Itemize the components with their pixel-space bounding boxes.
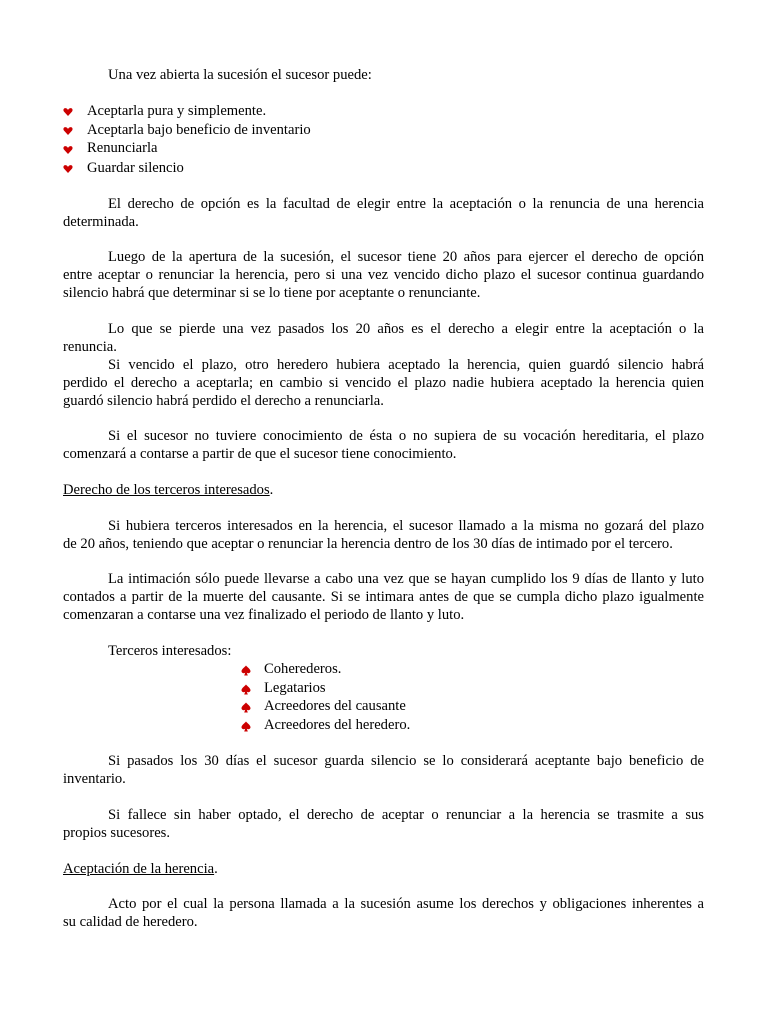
paragraph-line: Si hubiera terceros interesados en la herencia, el sucesor llamado a la misma no gozará del plazo (108, 518, 704, 534)
paragraph-line: Acto por el cual la persona llamada a la sucesión asume los derechos y obligaciones inherentes a (108, 896, 704, 912)
paragraph-line: comenzará a contarse a partir de que el sucesor tiene conocimiento. (63, 446, 457, 462)
third-parties-label: Terceros interesados: (108, 643, 232, 659)
third-party-label: Legatarios (264, 680, 326, 696)
paragraph-line: Si pasados los 30 días el sucesor guarda silencio se lo considerará aceptante bajo beneficio de (108, 753, 704, 769)
heart-icon (63, 124, 73, 141)
paragraph-line: determinada. (63, 214, 139, 230)
paragraph-line: propios sucesores. (63, 825, 171, 841)
paragraph-line: guardó silencio habrá perdido el derecho a renunciarla. (63, 393, 384, 409)
section-heading-text: Derecho de los terceros interesados (63, 482, 270, 498)
paragraph-line: Luego de la apertura de la sucesión, el sucesor tiene 20 años para ejercer el derecho de opción (108, 249, 704, 265)
spade-icon (241, 720, 251, 737)
section-heading-period: . (214, 861, 218, 877)
paragraph-line: comenzaran a contarse una vez finalizado el periodo de llanto y luto. (63, 607, 465, 623)
paragraph-line: renuncia. (63, 339, 117, 355)
paragraph-line: El derecho de opción es la facultad de elegir entre la aceptación o la renuncia de una herencia (108, 196, 704, 212)
paragraph-line: su calidad de heredero. (63, 914, 198, 930)
option-label: Renunciarla (87, 140, 158, 156)
paragraph-line: Si fallece sin haber optado, el derecho de aceptar o renunciar a la herencia se trasmite a sus (108, 807, 704, 823)
section-heading (63, 860, 218, 878)
paragraph-line: inventario. (63, 771, 126, 787)
option-label: Aceptarla bajo beneficio de inventario (87, 122, 311, 138)
paragraph-line: entre aceptar o renunciar la herencia, pero si una vez vencido dicho plazo el sucesor continua guardando (63, 267, 704, 283)
paragraph-line: La intimación sólo puede llevarse a cabo una vez que se hayan cumplido los 9 días de llanto y luto (108, 571, 704, 587)
paragraph-line: Si vencido el plazo, otro heredero hubiera aceptado la herencia, quien guardó silencio habrá (108, 357, 704, 373)
third-party-label: Coherederos. (264, 661, 342, 677)
third-party-label: Acreedores del heredero. (264, 717, 411, 733)
paragraph-line: silencio habrá que determinar si se lo tiene por aceptante o renunciante. (63, 285, 481, 301)
heart-icon (63, 105, 73, 122)
paragraph-line: de 20 años, teniendo que aceptar o renunciar la herencia dentro de los 30 días de intimado por el tercero. (63, 536, 673, 552)
third-party-label: Acreedores del causante (264, 698, 406, 714)
spade-icon (241, 683, 251, 700)
spade-icon (241, 664, 251, 681)
intro-text: Una vez abierta la sucesión el sucesor puede: (108, 67, 372, 83)
heart-icon (63, 143, 73, 160)
option-label: Guardar silencio (87, 160, 184, 176)
section-heading-period: . (269, 482, 274, 498)
section-heading-text: Aceptación de la herencia (63, 861, 215, 877)
heart-icon (63, 162, 73, 179)
paragraph-line: contados a partir de la muerte del causante. Si se intimara antes de que se cumpla dicho plazo igualmente (63, 589, 704, 605)
paragraph-line: Lo que se pierde una vez pasados los 20 años es el derecho a elegir entre la aceptación o la (108, 321, 704, 337)
paragraph-line: perdido el derecho a aceptarla; en cambio si vencido el plazo nadie hubiera aceptado la herencia quien (63, 375, 704, 391)
option-label: Aceptarla pura y simplemente. (87, 103, 267, 119)
paragraph-line: Si el sucesor no tuviere conocimiento de ésta o no supiera de su vocación hereditaria, el plazo (108, 428, 704, 444)
section-heading (63, 481, 273, 499)
spade-icon (241, 701, 251, 718)
